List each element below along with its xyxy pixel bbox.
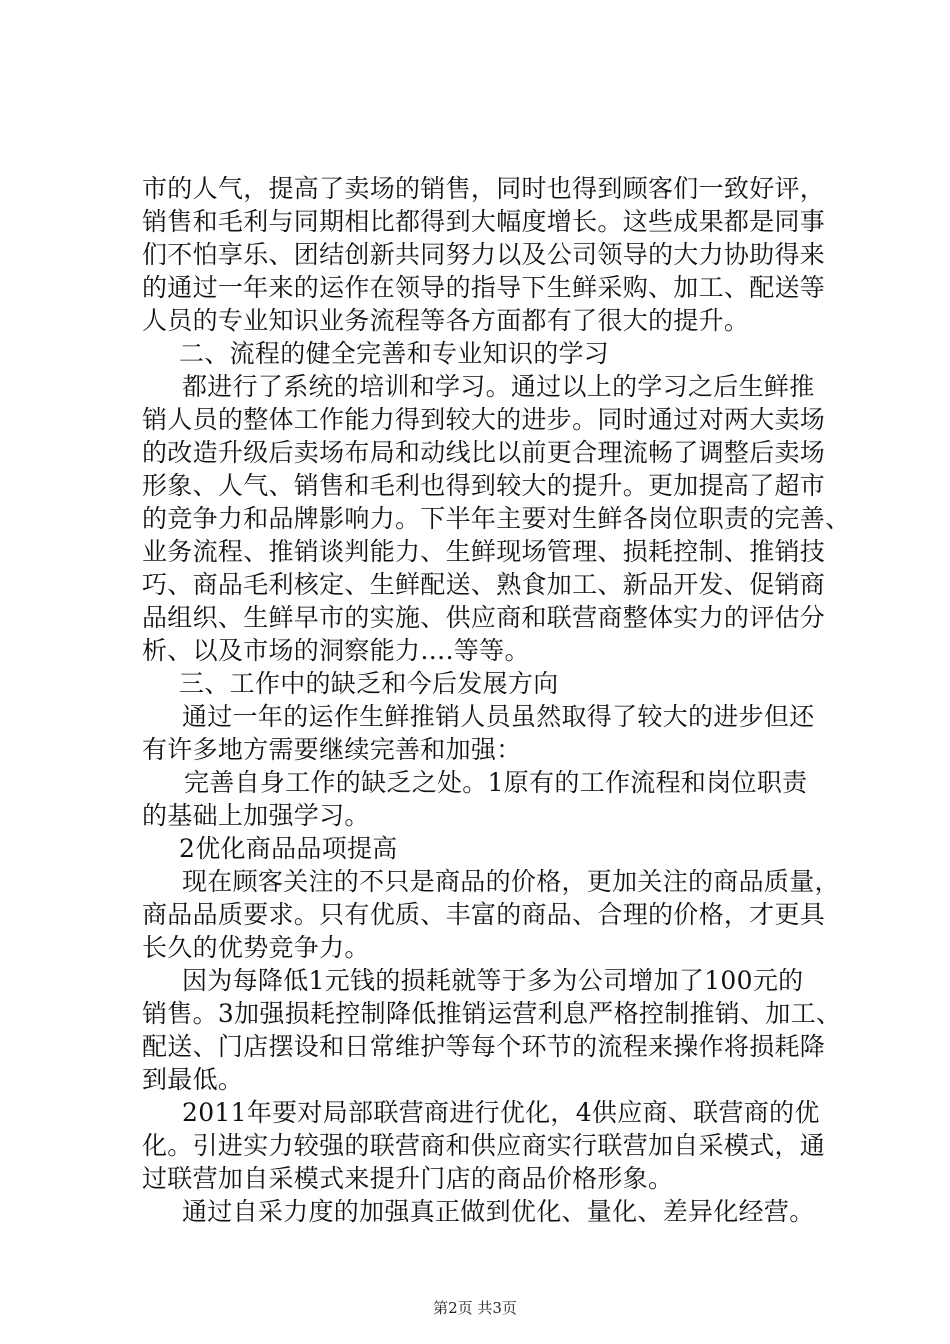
page-footer: 第2页 共3页 (433, 1299, 517, 1317)
text-line: 到最低。 (142, 1065, 244, 1094)
text-line: 配送、门店摆设和日常维护等每个环节的流程来操作将损耗降 (142, 1032, 826, 1061)
text-line: 人员的专业知识业务流程等各方面都有了很大的提升。 (142, 306, 750, 335)
sub-heading: 2优化商品品项提高 (179, 834, 398, 863)
text-line: 的竞争力和品牌影响力。下半年主要对生鲜各岗位职责的完善、 (142, 504, 851, 533)
text-line: 过联营加自采模式来提升门店的商品价格形象。 (142, 1164, 674, 1193)
text-line: 业务流程、推销谈判能力、生鲜现场管理、损耗控制、推销技 (142, 537, 826, 566)
text-line: 现在顾客关注的不只是商品的价格，更加关注的商品质量， (182, 867, 840, 896)
text-line: 商品品质要求。只有优质、丰富的商品、合理的价格，才更具 (142, 900, 826, 929)
text-line: 化。引进实力较强的联营商和供应商实行联营加自采模式，通 (142, 1131, 826, 1160)
text-line: 市的人气，提高了卖场的销售，同时也得到顾客们一致好评， (142, 174, 826, 203)
text-line: 们不怕享乐、团结创新共同努力以及公司领导的大力协助得来 (142, 240, 826, 269)
text-line: 通过一年的运作生鲜推销人员虽然取得了较大的进步但还 (182, 702, 815, 731)
text-line: 销人员的整体工作能力得到较大的进步。同时通过对两大卖场 (142, 405, 826, 434)
text-line: 完善自身工作的缺乏之处。1原有的工作流程和岗位职责 (184, 768, 808, 797)
text-line: 都进行了系统的培训和学习。通过以上的学习之后生鲜推 (182, 372, 815, 401)
text-line: 2011年要对局部联营商进行优化，4供应商、联营商的优 (182, 1098, 820, 1127)
text-line: 销售。3加强损耗控制降低推销运营利息严格控制推销、加工、 (142, 999, 842, 1028)
text-line: 销售和毛利与同期相比都得到大幅度增长。这些成果都是同事 (142, 207, 826, 236)
document-body (142, 172, 851, 1228)
text-line: 品组织、生鲜早市的实施、供应商和联营商整体实力的评估分 (142, 603, 826, 632)
section-heading: 二、流程的健全完善和专业知识的学习 (179, 339, 610, 368)
text-line: 的改造升级后卖场布局和动线比以前更合理流畅了调整后卖场 (142, 438, 826, 467)
text-line: 长久的优势竞争力。 (142, 933, 370, 962)
text-line: 的通过一年来的运作在领导的指导下生鲜采购、加工、配送等 (142, 273, 826, 302)
text-line: 通过自采力度的加强真正做到优化、量化、差异化经营。 (182, 1197, 815, 1226)
text-line: 的基础上加强学习。 (142, 801, 370, 830)
text-line: 巧、商品毛利核定、生鲜配送、熟食加工、新品开发、促销商 (142, 570, 826, 599)
text-line: 形象、人气、销售和毛利也得到较大的提升。更加提高了超市 (142, 471, 826, 500)
text-line: 有许多地方需要继续完善和加强： (142, 735, 522, 764)
text-line: 析、以及市场的洞察能力….等等。 (142, 636, 530, 665)
section-heading: 三、工作中的缺乏和今后发展方向 (179, 669, 559, 698)
text-line: 因为每降低1元钱的损耗就等于多为公司增加了100元的 (182, 966, 804, 995)
